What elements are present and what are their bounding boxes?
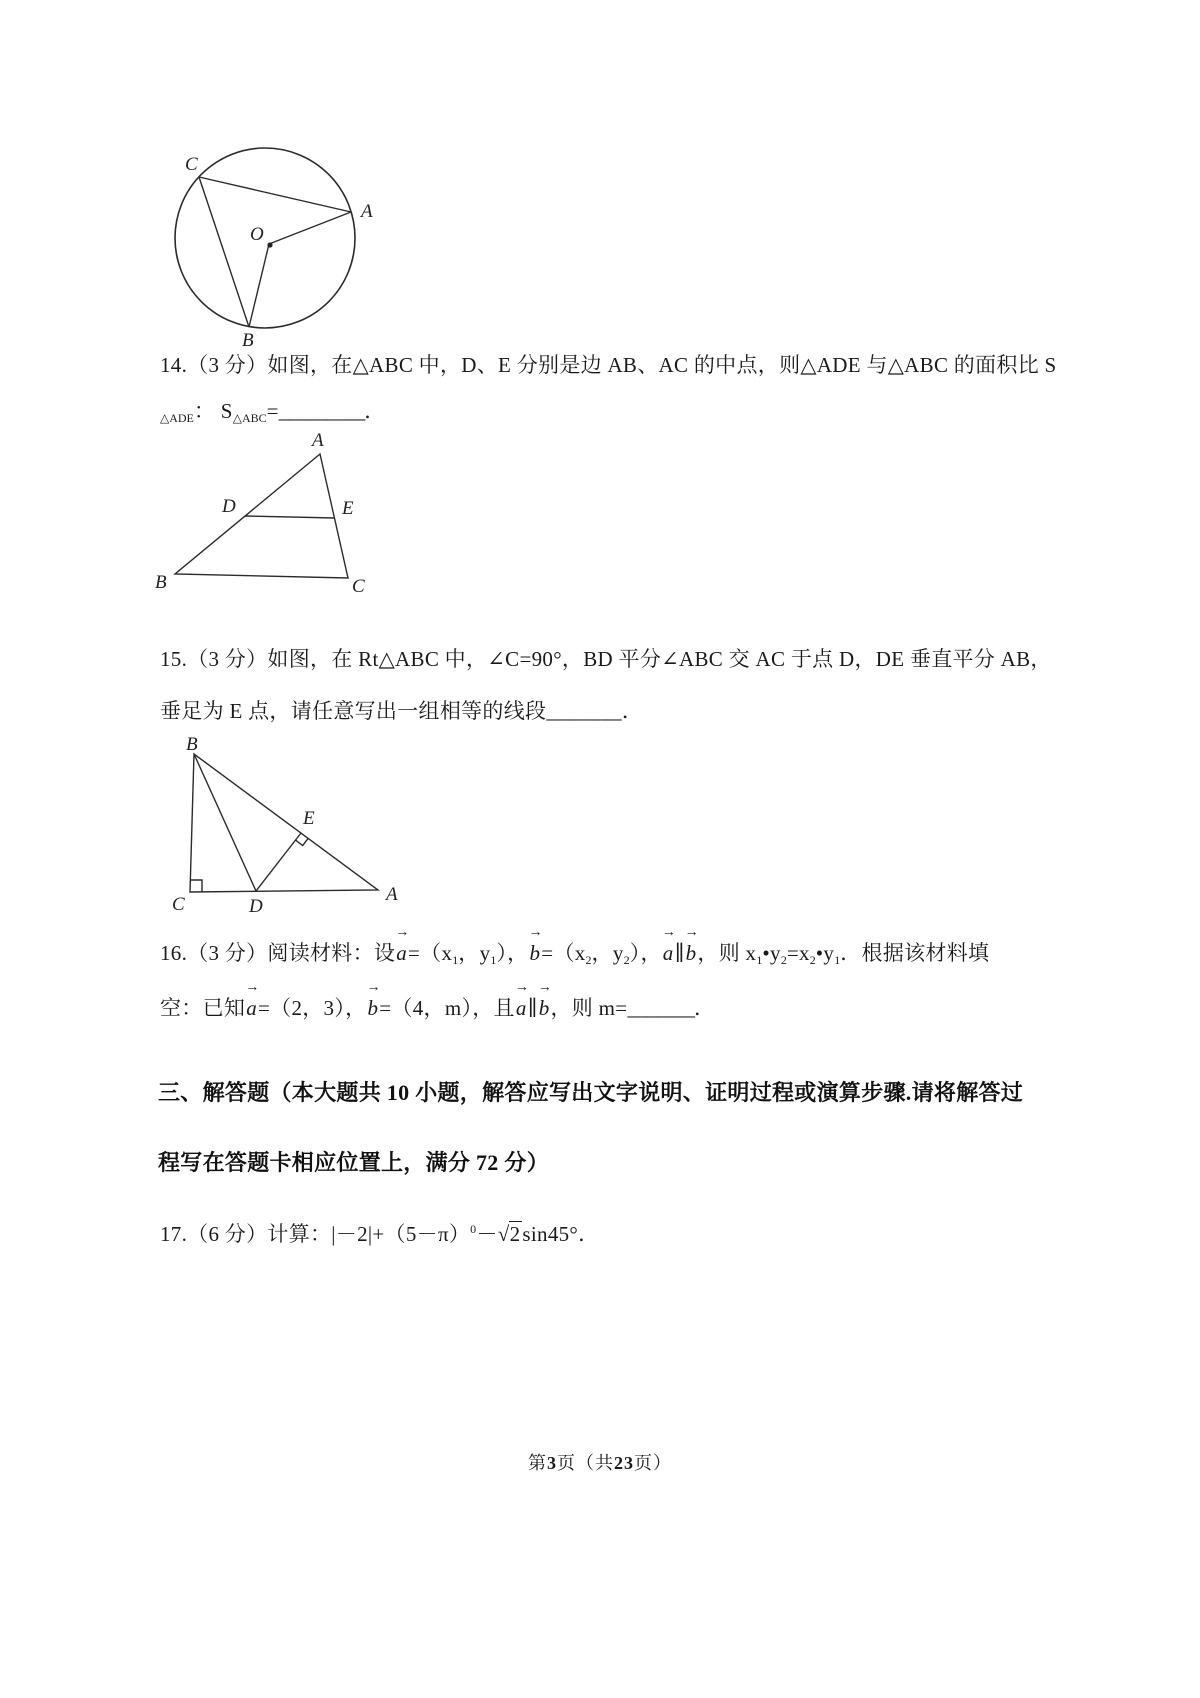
q14-line-1: 14.（3 分）如图，在△ABC 中，D、E 分别是边 AB、AC 的中点，则△ADE 与△ABC 的面积比 S bbox=[160, 353, 1057, 377]
page-number-footer bbox=[0, 1448, 1200, 1478]
text-run: √ bbox=[497, 1222, 510, 1246]
tri1-label-e: E bbox=[342, 498, 354, 519]
radius-ob bbox=[249, 244, 269, 327]
q17-line bbox=[160, 1214, 599, 1249]
midsegment-de bbox=[245, 516, 335, 518]
vector-arrow: → bbox=[366, 980, 381, 995]
circle-outline bbox=[175, 148, 355, 328]
text-run: → b bbox=[684, 925, 699, 965]
text-run: ，y bbox=[591, 941, 624, 965]
text-run: 1 bbox=[452, 953, 459, 967]
circle-label-b: B bbox=[242, 330, 254, 351]
text-run: _______ bbox=[627, 996, 694, 1020]
figure-right-triangle bbox=[146, 734, 398, 918]
text-run: sin45°． bbox=[522, 1222, 600, 1246]
tri2-label-c: C bbox=[172, 894, 185, 915]
text-run: 2 bbox=[509, 1222, 521, 1246]
text-run: _________ bbox=[278, 399, 365, 423]
text-run: =（x bbox=[408, 941, 453, 965]
text-run: =（4，m），且 bbox=[379, 996, 515, 1020]
text-run: 第 bbox=[528, 1453, 547, 1473]
q14-line-2 bbox=[160, 396, 386, 433]
vector-arrow: → bbox=[661, 925, 677, 940]
figure-triangle-ade bbox=[150, 432, 380, 602]
text-run: → b bbox=[528, 925, 543, 965]
q15-line-2: 垂足为 E 点，请任意写出一组相等的线段_______． bbox=[160, 699, 644, 723]
tri1-label-d: D bbox=[222, 496, 236, 517]
text-run: 17.（6 分）计算：|－2|+（5－π） bbox=[160, 1222, 471, 1246]
text-run: ∥ bbox=[527, 996, 538, 1020]
text-run: 2 bbox=[585, 953, 592, 967]
section3-header-line-1: 三、解答题（本大题共 10 小题，解答应写出文字说明、证明过程或演算步骤.请将解答过 bbox=[158, 1080, 1024, 1105]
radius-oa bbox=[269, 212, 351, 244]
text-run: 1 bbox=[756, 953, 763, 967]
vector-arrow: → bbox=[245, 980, 260, 995]
bisector-bd bbox=[194, 754, 256, 891]
text-run: → a bbox=[514, 980, 530, 1020]
text-run: ，则 m= bbox=[550, 996, 628, 1020]
chord-ca bbox=[199, 177, 351, 212]
circle-label-a: A bbox=[361, 201, 373, 222]
tri1-label-b: B bbox=[155, 572, 167, 593]
text-run: ∥ bbox=[674, 941, 685, 965]
text-run: → b bbox=[537, 980, 552, 1020]
tri2-label-a: A bbox=[386, 884, 398, 905]
text-run: ： bbox=[193, 399, 221, 423]
text-run: 页（共 bbox=[557, 1453, 614, 1473]
text-run: → b bbox=[366, 980, 381, 1020]
text-run: ． bbox=[693, 996, 716, 1020]
q15-line-1: 15.（3 分）如图，在 Rt△ABC 中，∠C=90°，BD 平分∠ABC 交 AC 于点 D，DE 垂直平分 AB， bbox=[160, 647, 1052, 671]
text-run: •y bbox=[762, 941, 781, 965]
text-run: 2 bbox=[623, 953, 630, 967]
vector-arrow: → bbox=[684, 925, 699, 940]
text-run: 2 bbox=[809, 953, 816, 967]
text-run: ）， bbox=[629, 941, 662, 965]
text-run: •y bbox=[815, 941, 835, 965]
text-run: 1 bbox=[834, 953, 841, 967]
tri2-label-b: B bbox=[186, 734, 198, 755]
q16-line-1 bbox=[160, 925, 990, 975]
text-run: S bbox=[220, 399, 233, 423]
text-run: ．根据该材料填 bbox=[840, 941, 990, 965]
text-run: 16.（3 分）阅读材料：设 bbox=[160, 941, 396, 965]
right-angle-mark-e bbox=[296, 838, 309, 845]
text-run: 2 bbox=[780, 953, 787, 967]
text-run: → a bbox=[661, 925, 677, 965]
figure-circle-oab bbox=[150, 118, 390, 350]
text-run: ）， bbox=[496, 941, 529, 965]
text-run: △ADE bbox=[160, 411, 194, 425]
text-run: =（2，3）， bbox=[258, 996, 367, 1020]
circle-label-o: O bbox=[250, 224, 264, 245]
chord-cb bbox=[199, 177, 249, 327]
text-run: ，则 x bbox=[697, 941, 757, 965]
section3-header-line-2: 程写在答题卡相应位置上，满分 72 分） bbox=[158, 1150, 550, 1175]
circle-label-c: C bbox=[185, 154, 198, 175]
vector-arrow: → bbox=[395, 925, 410, 940]
vector-arrow: → bbox=[528, 925, 543, 940]
vector-arrow: → bbox=[514, 980, 530, 995]
text-run: 0 bbox=[470, 1222, 477, 1236]
tri1-label-c: C bbox=[352, 576, 365, 597]
text-run: 3 bbox=[547, 1453, 557, 1473]
text-run: － bbox=[476, 1222, 498, 1246]
text-run: 页） bbox=[634, 1453, 672, 1473]
triangle-bca-outline bbox=[190, 754, 378, 892]
text-run: 空：已知 bbox=[160, 996, 246, 1020]
text-run: =（x bbox=[541, 941, 586, 965]
text-run: △ABC bbox=[232, 411, 267, 425]
text-run: → a bbox=[395, 925, 410, 965]
right-angle-mark-c bbox=[190, 880, 202, 892]
text-run: ，y bbox=[458, 941, 491, 965]
text-run: 1 bbox=[490, 953, 497, 967]
segment-de bbox=[256, 833, 301, 891]
tri2-label-e: E bbox=[303, 808, 315, 829]
text-run: → a bbox=[245, 980, 260, 1020]
text-run: 23 bbox=[614, 1453, 634, 1473]
text-run: = bbox=[266, 399, 279, 423]
vector-arrow: → bbox=[537, 980, 552, 995]
text-run: ． bbox=[364, 399, 386, 423]
tri2-label-d: D bbox=[249, 896, 263, 917]
tri1-label-a: A bbox=[312, 430, 324, 451]
center-dot bbox=[267, 242, 272, 247]
text-run: =x bbox=[786, 941, 810, 965]
q16-line-2 bbox=[160, 980, 716, 1023]
